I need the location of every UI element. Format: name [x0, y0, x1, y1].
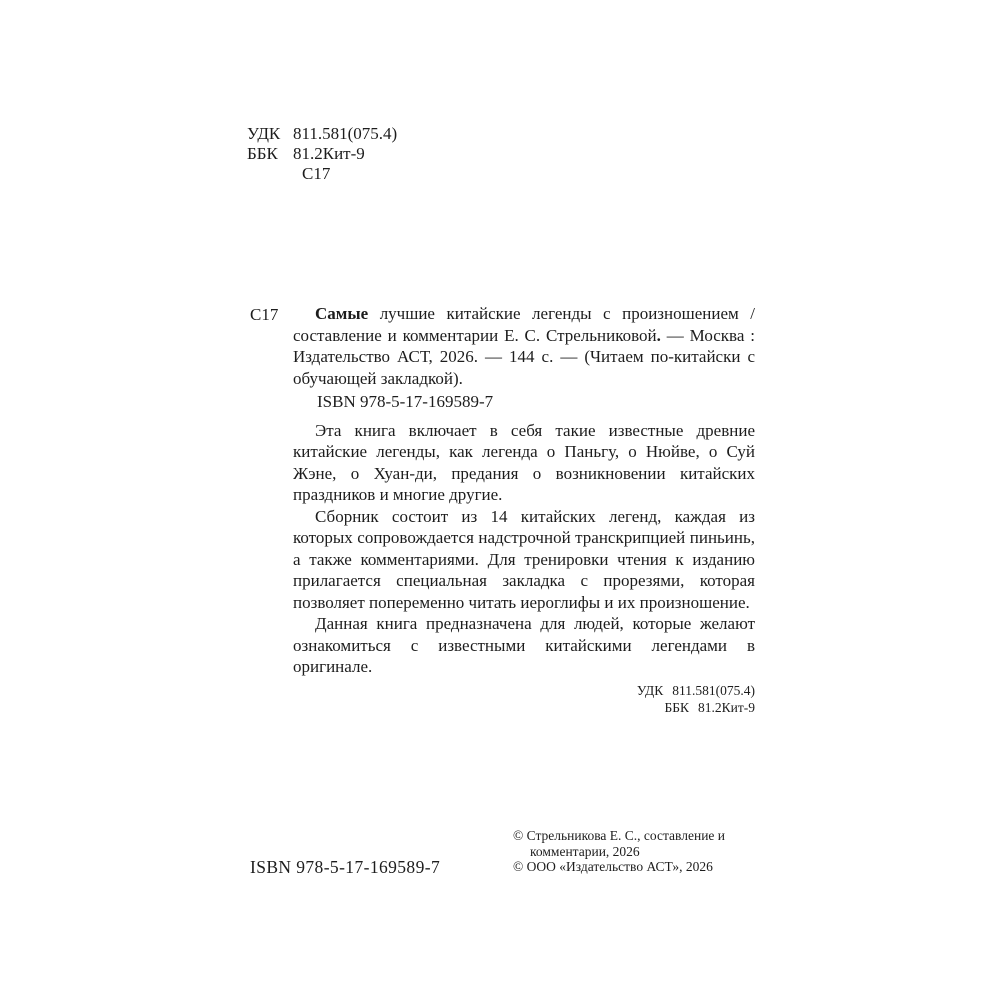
- udk-value-right: 811.581(075.4): [672, 682, 755, 698]
- title-bold: Самые: [315, 304, 369, 323]
- annotation-classification-codes: [293, 682, 755, 716]
- imprint-statement: — Москва : Издательство АСТ, 2026. — 144 с. — (Читаем по-китайски с обучающей закладкой).: [293, 325, 755, 388]
- title-period: .: [656, 325, 661, 345]
- author-sign: С17: [302, 164, 331, 183]
- catalog-card: [250, 303, 755, 716]
- copyright-block: [513, 828, 759, 875]
- bbk-row-right: [293, 699, 755, 716]
- bbk-row: [247, 144, 397, 164]
- bibliographic-record: [293, 303, 755, 389]
- udk-row: [247, 124, 397, 144]
- author-sign-row: [247, 164, 397, 184]
- top-classification-codes: [247, 124, 397, 184]
- bbk-label-right: ББК: [664, 699, 689, 715]
- udk-label: УДК: [247, 124, 281, 143]
- bbk-value-right: 81.2Кит-9: [698, 699, 755, 715]
- annotation-paragraph-1: Эта книга включает в себя такие известные древние китайские легенды, как легенда о Паньгу, о Нюйве, о Суй Жэне, о Хуан-ди, предания о возникновении китайских праздников и многие другие.: [293, 420, 755, 504]
- udk-row-right: [293, 682, 755, 699]
- annotation-paragraph-2: Сборник состоит из 14 китайских легенд, каждая из которых сопровождается надстрочной транскрипцией пиньинь, а также комментариями. Для тренировки чтения к изданию прилагается специальная закладка с прорезями, которая позволяет попеременно читать иероглифы и их произношение.: [293, 506, 755, 612]
- udk-value: 811.581(075.4): [293, 124, 398, 143]
- udk-label-right: УДК: [636, 682, 664, 698]
- copyright-compiler-line: © Стрельникова Е. С., составление и комментарии, 2026: [513, 828, 726, 859]
- card-isbn: ISBN 978-5-17-169589-7: [317, 392, 494, 411]
- footer-isbn: ISBN 978-5-17-169589-7: [250, 857, 441, 877]
- card-author-sign: С17: [250, 305, 279, 324]
- title-statement: лучшие китайские легенды с произношением / составление и комментарии Е. С. Стрельниковой: [293, 304, 755, 345]
- bbk-label: ББК: [247, 144, 278, 163]
- copyright-publisher-line: © ООО «Издательство АСТ», 2026: [513, 859, 713, 874]
- bbk-value: 81.2Кит-9: [293, 144, 365, 163]
- annotation-paragraph-3: Данная книга предназначена для людей, которые желают ознакомиться с известными китайскими легендами в оригинале.: [293, 614, 755, 676]
